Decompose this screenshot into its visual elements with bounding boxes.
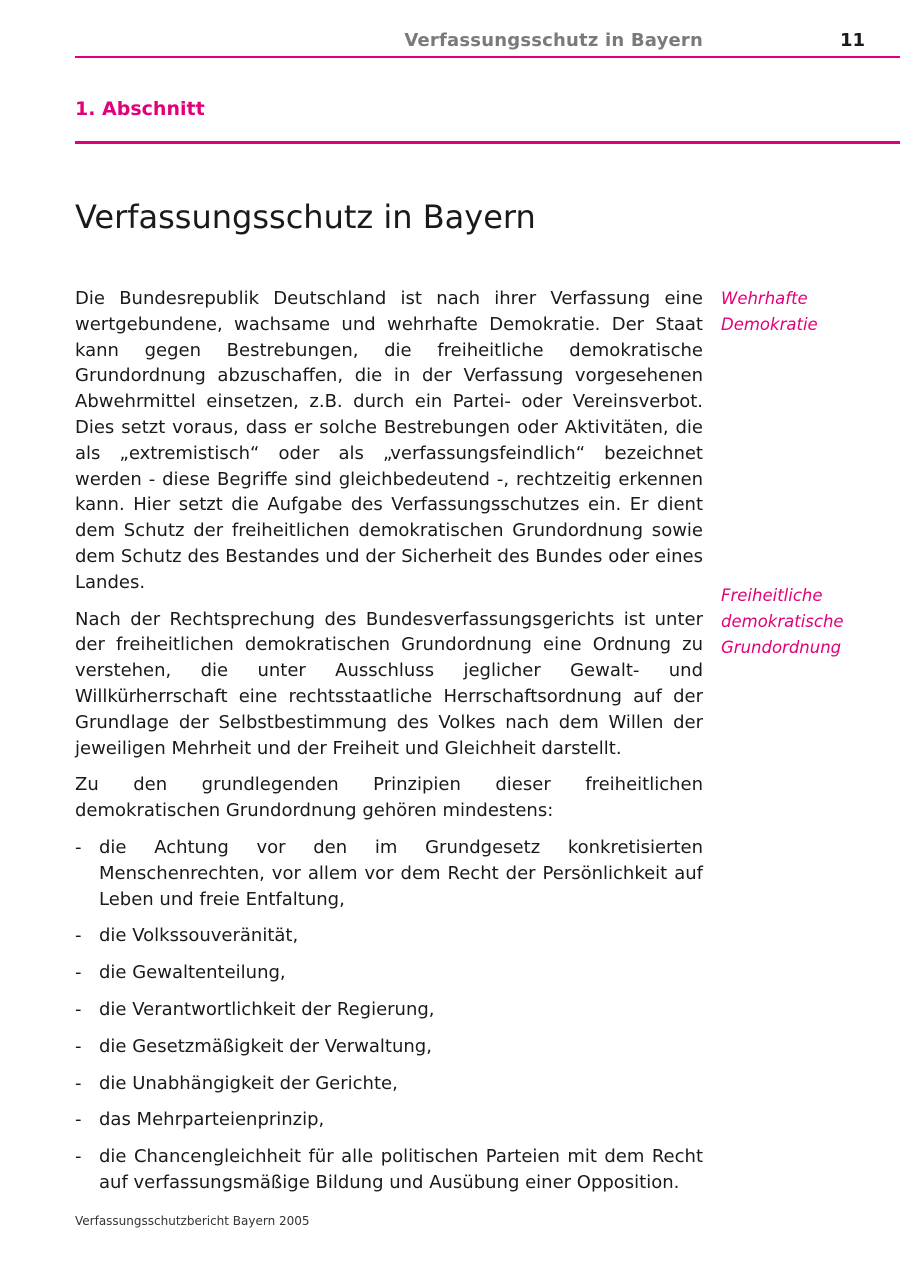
list-dash: -: [75, 1035, 82, 1057]
paragraph: Die Bundesrepublik Deutschland ist nach ihrer Verfassung eine wertgebundene, wachsame und wehrhafte Demokratie. Der Staat kann gegen Bestrebungen, die freiheitliche demokratische Grundordnung abzuschaffen, die in der Verfassung vorgesehenen Abwehrmittel einsetzen, z.B. durch ein Partei- oder Vereinsverbot. Dies setzt voraus, dass er solche Bestrebungen oder Aktivitäten, die als „extremistisch“ oder als „verfassungsfeindlich“ bezeichnet werden - diese Begriffe sind gleichbedeutend -, rechtzeitig erkennen kann. Hier setzt die Aufgabe des Verfassungsschutzes ein. Er dient dem Schutz der freiheitlichen demokratischen Grundordnung sowie dem Schutz des Bestandes und der Sicherheit des Bundes oder eines Landes.: [75, 288, 703, 593]
paragraph: Zu den grundlegenden Prinzipien dieser freiheitlichen demokratischen Grundordnung gehören mindestens:: [75, 774, 703, 822]
margin-note-line: Freiheitliche: [721, 586, 823, 605]
list-item-text: die Achtung vor den im Grundgesetz konkretisierten Menschenrechten, vor allem vor dem Recht der Persönlichkeit auf Leben und freie Entfaltung,: [99, 836, 703, 910]
margin-note-line: Grundordnung: [721, 637, 842, 657]
running-header: [75, 28, 900, 58]
list-item-text: die Volkssouveränität,: [99, 925, 299, 947]
list-dash: -: [75, 1109, 82, 1131]
list-item-text: die Unabhängigkeit der Gerichte,: [99, 1072, 398, 1094]
list-item: [75, 1034, 703, 1060]
paragraph: Nach der Rechtsprechung des Bundesverfassungsgerichts ist unter der freiheitlichen demokratischen Grundordnung eine Ordnung zu verstehen, die unter Ausschluss jeglicher Gewalt- und Willkürherrschaft eine rechtsstaatliche Herrschaftsordnung auf der Grundlage der Selbstbestimmung des Volkes nach dem Willen der jeweiligen Mehrheit und der Freiheit und Gleichheit darstellt.: [75, 608, 703, 759]
list-item: [75, 1071, 703, 1097]
principles-list: [75, 835, 703, 1196]
list-item-text: die Verantwortlichkeit der Regierung,: [99, 998, 435, 1020]
list-dash: -: [75, 836, 82, 858]
running-title: Verfassungsschutz in Bayern: [404, 30, 703, 51]
margin-note-freiheitliche-grundordnung: [721, 583, 891, 660]
list-item-text: das Mehrparteienprinzip,: [99, 1109, 325, 1131]
margin-note-line: Demokratie: [721, 314, 818, 334]
page-footer: Verfassungsschutzbericht Bayern 2005: [75, 1214, 310, 1228]
list-item-text: die Chancengleichheit für alle politischen Parteien mit dem Recht auf verfassungsmäßige Bildung und Ausübung einer Opposition.: [99, 1146, 703, 1193]
list-item-text: die Gesetzmäßigkeit der Verwaltung,: [99, 1035, 432, 1057]
margin-note-line: Wehrhafte: [721, 289, 808, 308]
page-number: 11: [839, 30, 865, 51]
list-item-text: die Gewaltenteilung,: [99, 962, 286, 984]
list-dash: -: [75, 925, 82, 947]
list-item: [75, 835, 703, 912]
list-item: [75, 1107, 703, 1133]
list-item: [75, 960, 703, 986]
list-item: [75, 997, 703, 1023]
body-text: [75, 286, 703, 1207]
margin-note-line: demokratische: [721, 611, 844, 631]
list-dash: -: [75, 1146, 82, 1168]
list-item: [75, 1144, 703, 1196]
list-dash: -: [75, 1072, 82, 1094]
margin-note-wehrhafte-demokratie: [721, 286, 891, 338]
section-label: 1. Abschnitt: [75, 98, 205, 120]
list-item: [75, 923, 703, 949]
list-dash: -: [75, 962, 82, 984]
page-title: Verfassungsschutz in Bayern: [75, 198, 536, 236]
section-divider: [75, 141, 900, 144]
list-dash: -: [75, 998, 82, 1020]
